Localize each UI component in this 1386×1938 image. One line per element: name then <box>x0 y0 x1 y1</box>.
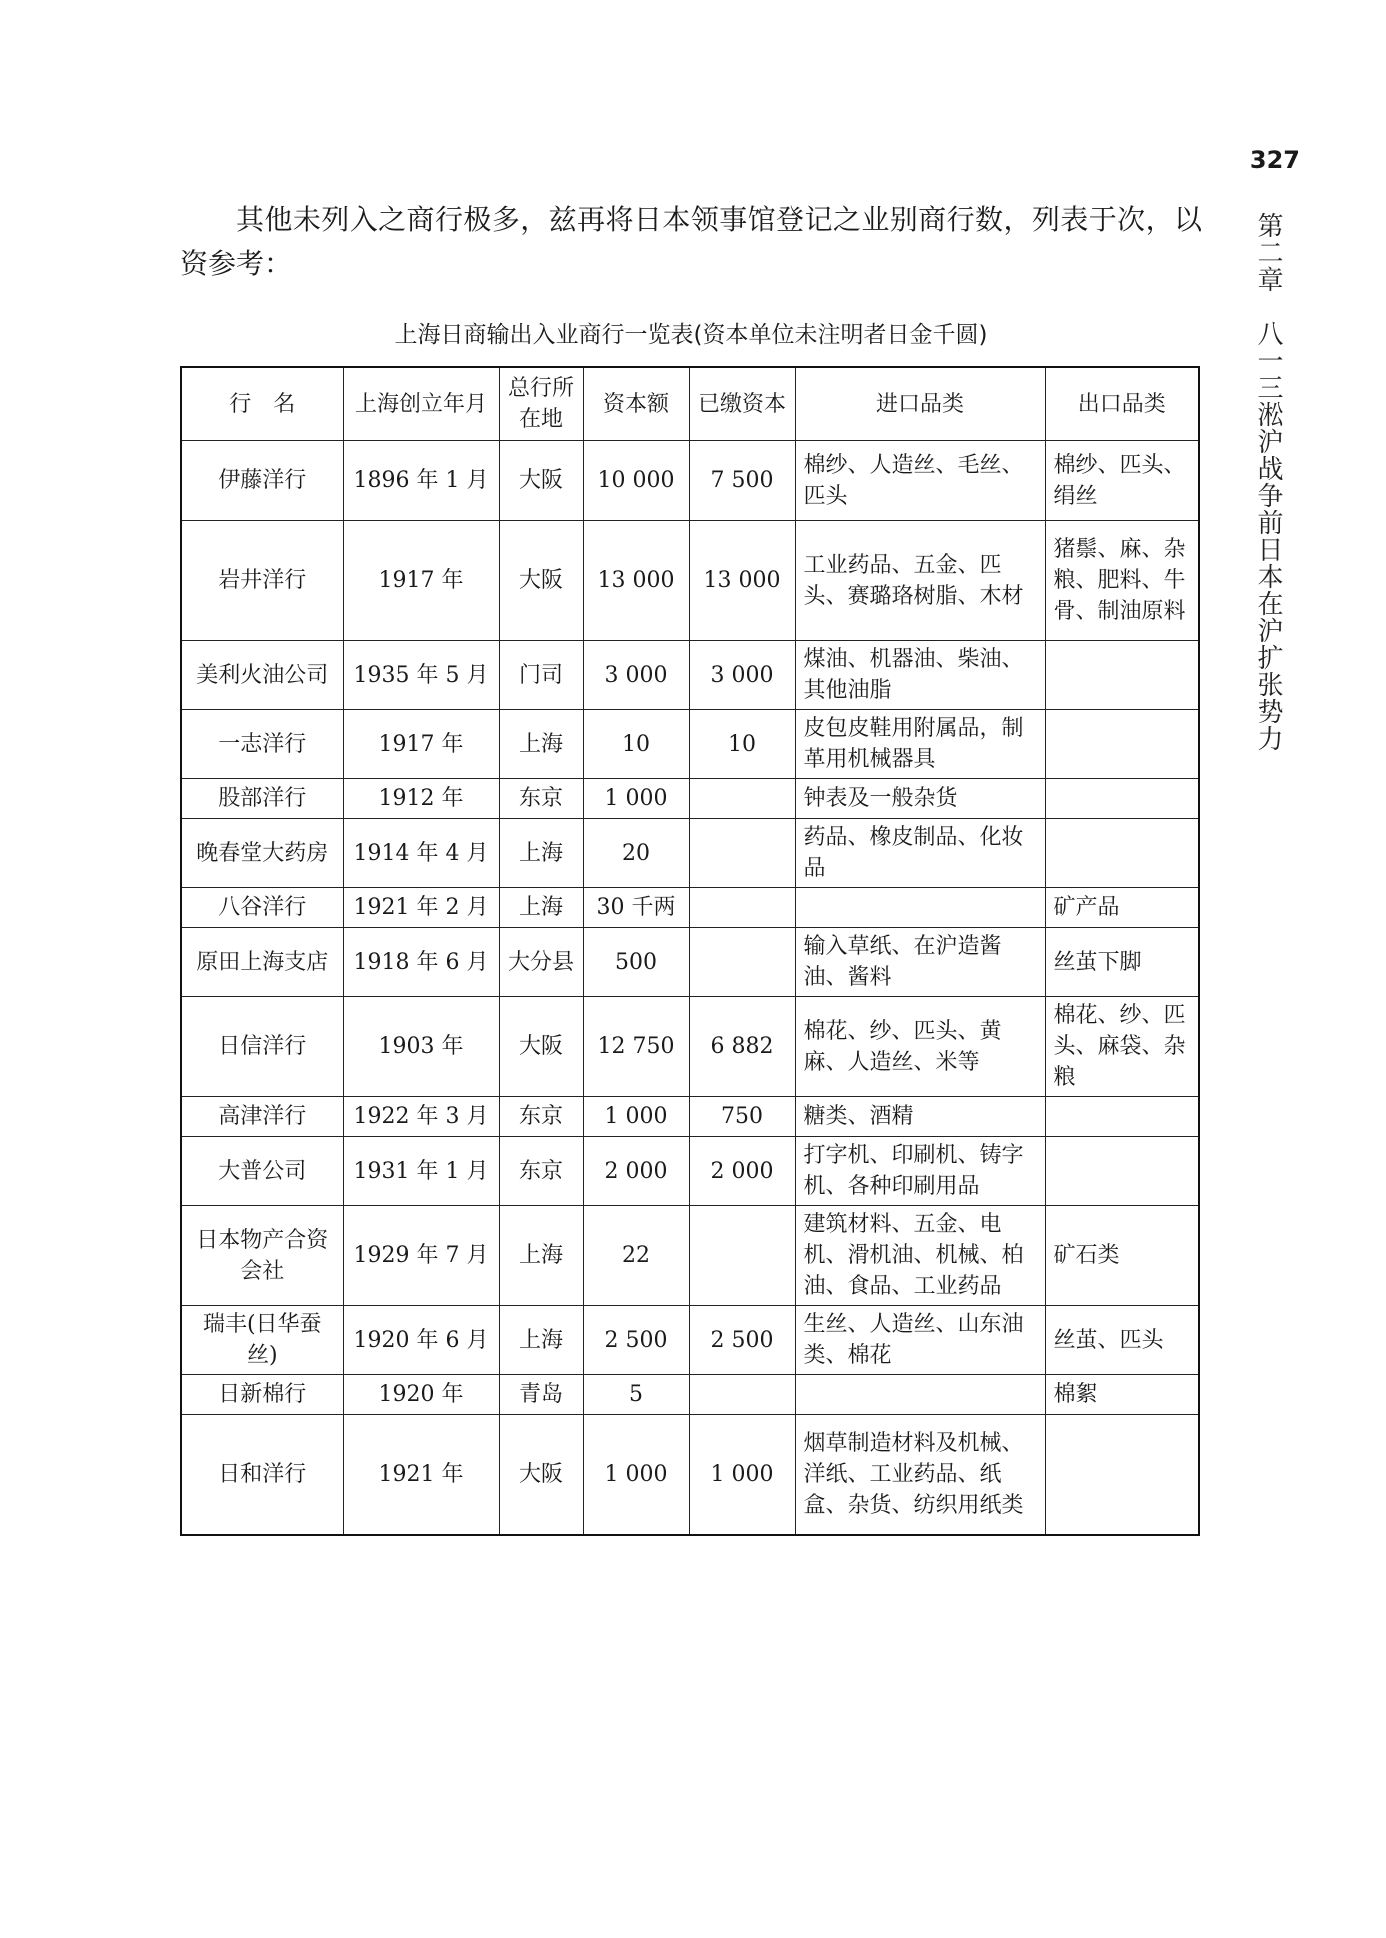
paid-capital-cell <box>689 1375 795 1415</box>
table-row <box>181 1206 1199 1306</box>
capital-cell: 500 <box>583 928 689 997</box>
founded-cell: 1921 年 <box>343 1415 499 1535</box>
capital-cell: 22 <box>583 1206 689 1306</box>
capital-cell: 2 500 <box>583 1306 689 1375</box>
paid-capital-cell: 7 500 <box>689 441 795 521</box>
founded-cell: 1920 年 <box>343 1375 499 1415</box>
paid-capital-cell: 750 <box>689 1097 795 1137</box>
imports-cell: 皮包皮鞋用附属品，制革用机械器具 <box>795 710 1045 779</box>
firm-name-cell: 岩井洋行 <box>181 521 343 641</box>
founded-cell: 1931 年 1 月 <box>343 1137 499 1206</box>
table-row <box>181 819 1199 888</box>
exports-cell: 棉絮 <box>1045 1375 1199 1415</box>
hq-cell: 东京 <box>499 1097 583 1137</box>
table-row <box>181 1137 1199 1206</box>
table-title: 上海日商输出入业商行一览表(资本单位未注明者日金千圆) <box>394 322 988 348</box>
exports-cell: 棉花、纱、匹头、麻袋、杂粮 <box>1045 997 1199 1097</box>
chapter-side-header: 第二章 八一三淞沪战争前日本在沪扩张势力 <box>1253 212 1283 752</box>
imports-cell: 棉纱、人造丝、毛丝、匹头 <box>795 441 1045 521</box>
paid-capital-cell: 2 000 <box>689 1137 795 1206</box>
capital-cell: 2 000 <box>583 1137 689 1206</box>
paid-capital-cell <box>689 819 795 888</box>
table-row <box>181 1415 1199 1535</box>
col-header-founded: 上海创立年月 <box>343 367 499 441</box>
firm-name-cell: 日本物产合资会社 <box>181 1206 343 1306</box>
capital-cell: 10 <box>583 710 689 779</box>
table-row <box>181 1375 1199 1415</box>
imports-cell <box>795 888 1045 928</box>
founded-cell: 1935 年 5 月 <box>343 641 499 710</box>
capital-cell: 10 000 <box>583 441 689 521</box>
exports-cell <box>1045 819 1199 888</box>
exports-cell: 猪鬃、麻、杂粮、肥料、牛骨、制油原料 <box>1045 521 1199 641</box>
exports-cell: 矿石类 <box>1045 1206 1199 1306</box>
firm-name-cell: 伊藤洋行 <box>181 441 343 521</box>
hq-cell: 上海 <box>499 819 583 888</box>
hq-cell: 上海 <box>499 1306 583 1375</box>
firm-name-cell: 八谷洋行 <box>181 888 343 928</box>
exports-cell: 丝茧下脚 <box>1045 928 1199 997</box>
exports-cell <box>1045 779 1199 819</box>
paid-capital-cell: 1 000 <box>689 1415 795 1535</box>
paid-capital-cell <box>689 928 795 997</box>
table-row <box>181 710 1199 779</box>
founded-cell: 1921 年 2 月 <box>343 888 499 928</box>
table-row <box>181 888 1199 928</box>
imports-cell: 烟草制造材料及机械、洋纸、工业药品、纸盒、杂货、纺织用纸类 <box>795 1415 1045 1535</box>
exports-cell <box>1045 1415 1199 1535</box>
intro-paragraph: 其他未列入之商行极多，兹再将日本领事馆登记之业别商行数，列表于次，以资参考： <box>180 203 1202 280</box>
table-row <box>181 928 1199 997</box>
page-number: 327 <box>1249 146 1300 174</box>
exports-cell: 棉纱、匹头、绢丝 <box>1045 441 1199 521</box>
imports-cell: 糖类、酒精 <box>795 1097 1045 1137</box>
col-header-imports: 进口品类 <box>795 367 1045 441</box>
imports-cell: 钟表及一般杂货 <box>795 779 1045 819</box>
firm-name-cell: 日信洋行 <box>181 997 343 1097</box>
capital-cell: 1 000 <box>583 779 689 819</box>
founded-cell: 1920 年 6 月 <box>343 1306 499 1375</box>
col-header-paid: 已缴资本 <box>689 367 795 441</box>
col-header-exports: 出口品类 <box>1045 367 1199 441</box>
table-row <box>181 779 1199 819</box>
firm-name-cell: 一志洋行 <box>181 710 343 779</box>
hq-cell: 青岛 <box>499 1375 583 1415</box>
founded-cell: 1896 年 1 月 <box>343 441 499 521</box>
capital-cell: 20 <box>583 819 689 888</box>
col-header-name: 行 名 <box>181 367 343 441</box>
exports-cell: 矿产品 <box>1045 888 1199 928</box>
imports-cell: 输入草纸、在沪造酱油、酱料 <box>795 928 1045 997</box>
founded-cell: 1918 年 6 月 <box>343 928 499 997</box>
capital-cell: 5 <box>583 1375 689 1415</box>
firm-name-cell: 高津洋行 <box>181 1097 343 1137</box>
imports-cell: 生丝、人造丝、山东油类、棉花 <box>795 1306 1045 1375</box>
founded-cell: 1929 年 7 月 <box>343 1206 499 1306</box>
table-row <box>181 1306 1199 1375</box>
hq-cell: 大阪 <box>499 1415 583 1535</box>
imports-cell: 棉花、纱、匹头、黄麻、人造丝、米等 <box>795 997 1045 1097</box>
hq-cell: 上海 <box>499 710 583 779</box>
founded-cell: 1903 年 <box>343 997 499 1097</box>
hq-cell: 东京 <box>499 779 583 819</box>
firm-name-cell: 日和洋行 <box>181 1415 343 1535</box>
capital-cell: 1 000 <box>583 1097 689 1137</box>
founded-cell: 1922 年 3 月 <box>343 1097 499 1137</box>
paid-capital-cell: 6 882 <box>689 997 795 1097</box>
exports-cell <box>1045 641 1199 710</box>
firm-name-cell: 美利火油公司 <box>181 641 343 710</box>
capital-cell: 1 000 <box>583 1415 689 1535</box>
firm-name-cell: 晚春堂大药房 <box>181 819 343 888</box>
paid-capital-cell <box>689 1206 795 1306</box>
hq-cell: 大阪 <box>499 521 583 641</box>
hq-cell: 上海 <box>499 1206 583 1306</box>
hq-cell: 大分县 <box>499 928 583 997</box>
paid-capital-cell <box>689 888 795 928</box>
paid-capital-cell: 13 000 <box>689 521 795 641</box>
table-row <box>181 441 1199 521</box>
imports-cell: 煤油、机器油、柴油、其他油脂 <box>795 641 1045 710</box>
founded-cell: 1917 年 <box>343 521 499 641</box>
imports-cell: 建筑材料、五金、电机、滑机油、机械、柏油、食品、工业药品 <box>795 1206 1045 1306</box>
firm-name-cell: 日新棉行 <box>181 1375 343 1415</box>
exports-cell <box>1045 1097 1199 1137</box>
hq-cell: 上海 <box>499 888 583 928</box>
table-row <box>181 997 1199 1097</box>
table-row <box>181 521 1199 641</box>
paid-capital-cell <box>689 779 795 819</box>
capital-cell: 13 000 <box>583 521 689 641</box>
founded-cell: 1917 年 <box>343 710 499 779</box>
col-header-hq: 总行所在地 <box>499 367 583 441</box>
hq-cell: 大阪 <box>499 997 583 1097</box>
imports-cell: 工业药品、五金、匹头、赛璐珞树脂、木材 <box>795 521 1045 641</box>
imports-cell: 药品、橡皮制品、化妆品 <box>795 819 1045 888</box>
founded-cell: 1914 年 4 月 <box>343 819 499 888</box>
exports-cell <box>1045 1137 1199 1206</box>
imports-cell <box>795 1375 1045 1415</box>
exports-cell <box>1045 710 1199 779</box>
exports-cell: 丝茧、匹头 <box>1045 1306 1199 1375</box>
hq-cell: 东京 <box>499 1137 583 1206</box>
capital-cell: 30 千两 <box>583 888 689 928</box>
table-header-row <box>181 367 1199 441</box>
firm-name-cell: 大普公司 <box>181 1137 343 1206</box>
col-header-capital: 资本额 <box>583 367 689 441</box>
table-row <box>181 1097 1199 1137</box>
paid-capital-cell: 2 500 <box>689 1306 795 1375</box>
imports-cell: 打字机、印刷机、铸字机、各种印刷用品 <box>795 1137 1045 1206</box>
paid-capital-cell: 10 <box>689 710 795 779</box>
table-body <box>181 441 1199 1535</box>
hq-cell: 门司 <box>499 641 583 710</box>
firm-name-cell: 瑞丰(日华蚕丝) <box>181 1306 343 1375</box>
capital-cell: 12 750 <box>583 997 689 1097</box>
firm-name-cell: 股部洋行 <box>181 779 343 819</box>
firm-name-cell: 原田上海支店 <box>181 928 343 997</box>
hq-cell: 大阪 <box>499 441 583 521</box>
capital-cell: 3 000 <box>583 641 689 710</box>
firms-table <box>180 366 1200 1536</box>
founded-cell: 1912 年 <box>343 779 499 819</box>
paid-capital-cell: 3 000 <box>689 641 795 710</box>
table-row <box>181 641 1199 710</box>
